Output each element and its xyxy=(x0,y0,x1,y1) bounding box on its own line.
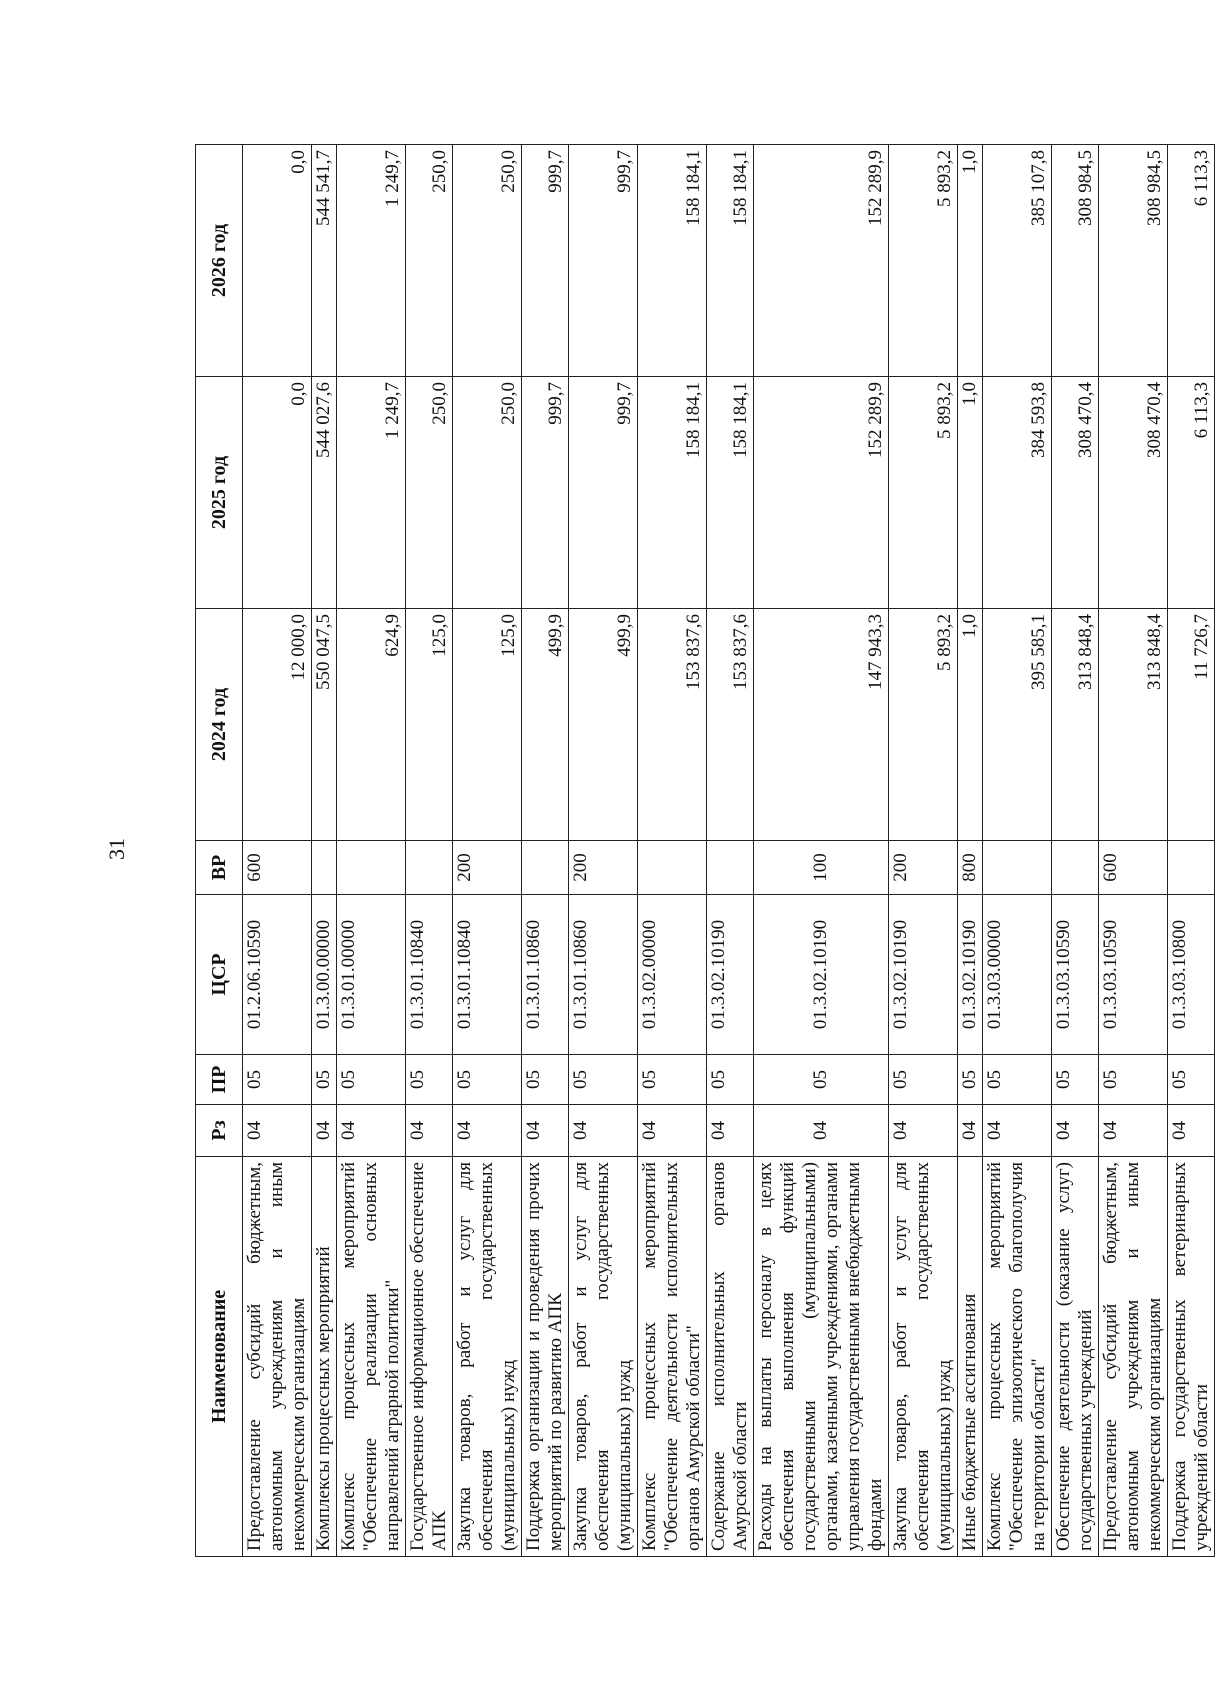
row-2026: 6 113,3 xyxy=(1168,145,1215,377)
row-rz: 04 xyxy=(522,1105,569,1157)
row-csr: 01.3.02.10190 xyxy=(707,895,754,1055)
row-2024: 5 893,2 xyxy=(889,609,958,841)
row-pr: 05 xyxy=(638,1055,707,1105)
row-2024: 147 943,3 xyxy=(754,609,889,841)
row-2024: 499,9 xyxy=(522,609,569,841)
column-header: 2026 год xyxy=(196,145,243,377)
row-2024: 11 726,7 xyxy=(1168,609,1215,841)
row-csr: 01.2.06.10590 xyxy=(243,895,312,1055)
row-2024: 550 047,5 xyxy=(312,609,337,841)
row-pr: 05 xyxy=(889,1055,958,1105)
row-pr: 05 xyxy=(958,1055,983,1105)
column-header: Рз xyxy=(196,1105,243,1157)
row-vr: 200 xyxy=(889,841,958,895)
row-pr: 05 xyxy=(453,1055,522,1105)
table-row xyxy=(754,145,889,1557)
row-rz: 04 xyxy=(312,1105,337,1157)
row-vr: 600 xyxy=(243,841,312,895)
row-pr: 05 xyxy=(406,1055,453,1105)
column-header: 2024 год xyxy=(196,609,243,841)
column-header: ВР xyxy=(196,841,243,895)
row-pr: 05 xyxy=(754,1055,889,1105)
row-vr: 200 xyxy=(569,841,638,895)
row-name: Комплексы процессных мероприятий xyxy=(312,1157,337,1557)
row-2025: 0,0 xyxy=(243,377,312,609)
budget-table-rotated xyxy=(195,145,1212,1557)
row-vr xyxy=(707,841,754,895)
row-csr: 01.3.01.00000 xyxy=(337,895,406,1055)
table-row xyxy=(569,145,638,1557)
row-2024: 153 837,6 xyxy=(707,609,754,841)
row-2024: 499,9 xyxy=(569,609,638,841)
row-2026: 5 893,2 xyxy=(889,145,958,377)
row-csr: 01.3.01.10840 xyxy=(453,895,522,1055)
row-2026: 250,0 xyxy=(406,145,453,377)
row-2025: 250,0 xyxy=(406,377,453,609)
row-name: Поддержка государственных ветеринарных учреждений области xyxy=(1168,1157,1215,1557)
row-pr: 05 xyxy=(312,1055,337,1105)
row-2026: 1 249,7 xyxy=(337,145,406,377)
row-2025: 158 184,1 xyxy=(638,377,707,609)
row-csr: 01.3.02.00000 xyxy=(638,895,707,1055)
budget-table xyxy=(195,144,1215,1557)
row-vr xyxy=(522,841,569,895)
row-pr: 05 xyxy=(1052,1055,1099,1105)
row-pr: 05 xyxy=(243,1055,312,1105)
row-2025: 999,7 xyxy=(569,377,638,609)
row-2024: 12 000,0 xyxy=(243,609,312,841)
row-csr: 01.3.03.10590 xyxy=(1052,895,1099,1055)
row-pr: 05 xyxy=(983,1055,1052,1105)
row-rz: 04 xyxy=(243,1105,312,1157)
row-vr: 100 xyxy=(754,841,889,895)
row-name: Государственное информационное обеспечение АПК xyxy=(406,1157,453,1557)
row-2025: 544 027,6 xyxy=(312,377,337,609)
row-2025: 1 249,7 xyxy=(337,377,406,609)
row-vr xyxy=(638,841,707,895)
row-name: Расходы на выплаты персоналу в целях обеспечения выполнения функций государственными (муниципальными) органами, казенными учреждениями, органами управления государственными внебюджетными фондами xyxy=(754,1157,889,1557)
row-name: Комплекс процессных мероприятий "Обеспечение эпизоотического благополучия на территории области" xyxy=(983,1157,1052,1557)
table-row xyxy=(983,145,1052,1557)
row-rz: 04 xyxy=(1052,1105,1099,1157)
row-rz: 04 xyxy=(754,1105,889,1157)
table-row xyxy=(312,145,337,1557)
row-2024: 1,0 xyxy=(958,609,983,841)
row-vr: 800 xyxy=(958,841,983,895)
table-row xyxy=(958,145,983,1557)
row-vr xyxy=(983,841,1052,895)
row-name: Комплекс процессных мероприятий "Обеспечение деятельности исполнительных органов Амурской области" xyxy=(638,1157,707,1557)
row-csr: 01.3.00.00000 xyxy=(312,895,337,1055)
row-csr: 01.3.01.10840 xyxy=(406,895,453,1055)
row-2026: 999,7 xyxy=(522,145,569,377)
column-header: ЦСР xyxy=(196,895,243,1055)
row-name: Предоставление субсидий бюджетным, автономным учреждениям и иным некоммерческим организациям xyxy=(243,1157,312,1557)
row-rz: 04 xyxy=(1099,1105,1168,1157)
column-header: 2025 год xyxy=(196,377,243,609)
row-name: Обеспечение деятельности (оказание услуг) государственных учреждений xyxy=(1052,1157,1099,1557)
row-2026: 158 184,1 xyxy=(707,145,754,377)
column-header: Наименование xyxy=(196,1157,243,1557)
row-pr: 05 xyxy=(569,1055,638,1105)
row-csr: 01.3.03.10590 xyxy=(1099,895,1168,1055)
row-csr: 01.3.02.10190 xyxy=(889,895,958,1055)
row-2025: 999,7 xyxy=(522,377,569,609)
row-vr xyxy=(406,841,453,895)
row-2024: 313 848,4 xyxy=(1052,609,1099,841)
table-row xyxy=(453,145,522,1557)
row-rz: 04 xyxy=(453,1105,522,1157)
row-pr: 05 xyxy=(707,1055,754,1105)
row-name: Закупка товаров, работ и услуг для обеспечения государственных (муниципальных) нужд xyxy=(889,1157,958,1557)
row-rz: 04 xyxy=(638,1105,707,1157)
row-2024: 313 848,4 xyxy=(1099,609,1168,841)
row-2026: 1,0 xyxy=(958,145,983,377)
row-vr xyxy=(337,841,406,895)
row-2025: 308 470,4 xyxy=(1052,377,1099,609)
row-2025: 250,0 xyxy=(453,377,522,609)
table-header-row xyxy=(196,145,243,1557)
row-pr: 05 xyxy=(1168,1055,1215,1105)
row-2024: 395 585,1 xyxy=(983,609,1052,841)
row-pr: 05 xyxy=(1099,1055,1168,1105)
row-2024: 153 837,6 xyxy=(638,609,707,841)
row-2025: 5 893,2 xyxy=(889,377,958,609)
row-csr: 01.3.02.10190 xyxy=(958,895,983,1055)
row-rz: 04 xyxy=(707,1105,754,1157)
row-csr: 01.3.01.10860 xyxy=(569,895,638,1055)
table-row xyxy=(406,145,453,1557)
table-row xyxy=(1099,145,1168,1557)
row-rz: 04 xyxy=(337,1105,406,1157)
row-vr xyxy=(1168,841,1215,895)
row-2024: 125,0 xyxy=(406,609,453,841)
table-row xyxy=(243,145,312,1557)
row-2024: 125,0 xyxy=(453,609,522,841)
row-vr: 600 xyxy=(1099,841,1168,895)
column-header: ПР xyxy=(196,1055,243,1105)
row-csr: 01.3.02.10190 xyxy=(754,895,889,1055)
row-csr: 01.3.03.00000 xyxy=(983,895,1052,1055)
row-2026: 152 289,9 xyxy=(754,145,889,377)
row-2026: 385 107,8 xyxy=(983,145,1052,377)
row-2025: 158 184,1 xyxy=(707,377,754,609)
table-row xyxy=(1168,145,1215,1557)
row-2025: 308 470,4 xyxy=(1099,377,1168,609)
row-name: Комплекс процессных мероприятий "Обеспечение реализации основных направлений аграрной политики" xyxy=(337,1157,406,1557)
row-2026: 250,0 xyxy=(453,145,522,377)
row-name: Закупка товаров, работ и услуг для обеспечения государственных (муниципальных) нужд xyxy=(569,1157,638,1557)
row-csr: 01.3.03.10800 xyxy=(1168,895,1215,1055)
row-pr: 05 xyxy=(522,1055,569,1105)
row-vr xyxy=(1052,841,1099,895)
row-2026: 0,0 xyxy=(243,145,312,377)
row-rz: 04 xyxy=(1168,1105,1215,1157)
row-2025: 152 289,9 xyxy=(754,377,889,609)
row-rz: 04 xyxy=(406,1105,453,1157)
row-vr xyxy=(312,841,337,895)
row-2026: 544 541,7 xyxy=(312,145,337,377)
row-2026: 999,7 xyxy=(569,145,638,377)
row-2024: 624,9 xyxy=(337,609,406,841)
table-row xyxy=(889,145,958,1557)
row-name: Предоставление субсидий бюджетным, автономным учреждениям и иным некоммерческим организациям xyxy=(1099,1157,1168,1557)
row-2026: 308 984,5 xyxy=(1052,145,1099,377)
row-2026: 158 184,1 xyxy=(638,145,707,377)
row-name: Поддержка организации и проведения прочих мероприятий по развитию АПК xyxy=(522,1157,569,1557)
row-name: Закупка товаров, работ и услуг для обеспечения государственных (муниципальных) нужд xyxy=(453,1157,522,1557)
row-rz: 04 xyxy=(889,1105,958,1157)
row-rz: 04 xyxy=(958,1105,983,1157)
table-row xyxy=(522,145,569,1557)
row-2026: 308 984,5 xyxy=(1099,145,1168,377)
row-2025: 1,0 xyxy=(958,377,983,609)
table-row xyxy=(1052,145,1099,1557)
table-row xyxy=(337,145,406,1557)
table-row xyxy=(638,145,707,1557)
row-2025: 6 113,3 xyxy=(1168,377,1215,609)
row-pr: 05 xyxy=(337,1055,406,1105)
row-vr: 200 xyxy=(453,841,522,895)
row-2025: 384 593,8 xyxy=(983,377,1052,609)
row-rz: 04 xyxy=(569,1105,638,1157)
page-number: 31 xyxy=(104,838,129,860)
row-name: Иные бюджетные ассигнования xyxy=(958,1157,983,1557)
row-csr: 01.3.01.10860 xyxy=(522,895,569,1055)
row-rz: 04 xyxy=(983,1105,1052,1157)
row-name: Содержание исполнительных органов Амурской области xyxy=(707,1157,754,1557)
table-row xyxy=(707,145,754,1557)
